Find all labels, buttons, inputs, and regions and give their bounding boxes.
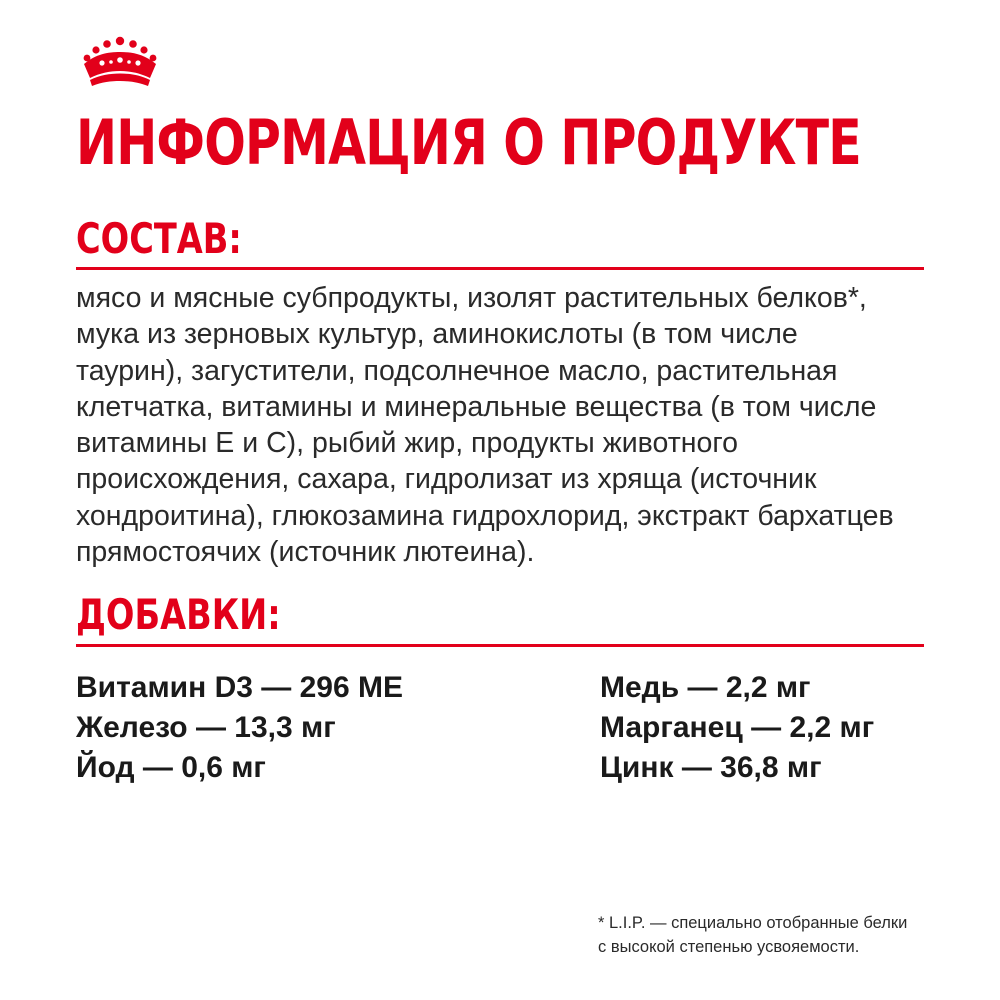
composition-heading: СОСТАВ: xyxy=(76,214,242,263)
additive-item: Витамин D3 — 296 МЕ xyxy=(76,671,403,704)
additive-item: Железо — 13,3 мг xyxy=(76,711,336,744)
page-title: ИНФОРМАЦИЯ О ПРОДУКТЕ xyxy=(76,106,861,179)
additive-item: Марганец — 2,2 мг xyxy=(600,711,875,744)
additives-divider xyxy=(76,644,924,647)
additive-item: Йод — 0,6 мг xyxy=(76,751,266,784)
additives-list-right xyxy=(600,668,874,788)
footnote: * L.I.P. — специально отобранные белки с высокой степенью усвояемости. xyxy=(598,914,908,956)
composition-text: мясо и мясные субпродукты, изолят растительных белков*, мука из зерновых культур, аминокислоты (в том числе таурин), загустители, подсолнечное масло, растительная клетчатка, витамины и минеральные вещества (в том числе витамины Е и С), рыбий жир, продукты животного происхождения, сахара, гидролизат из хряща (источник хондроитина), глюкозамина гидрохлорид, экстракт бархатцев прямостоячих (источник лютеина). xyxy=(76,282,894,569)
additives-heading: ДОБАВКИ: xyxy=(76,590,281,639)
additive-item: Медь — 2,2 мг xyxy=(600,671,811,704)
additives-list-left xyxy=(76,668,403,788)
additive-item: Цинк — 36,8 мг xyxy=(600,751,822,784)
composition-divider xyxy=(76,267,924,270)
crown-icon xyxy=(78,36,162,88)
